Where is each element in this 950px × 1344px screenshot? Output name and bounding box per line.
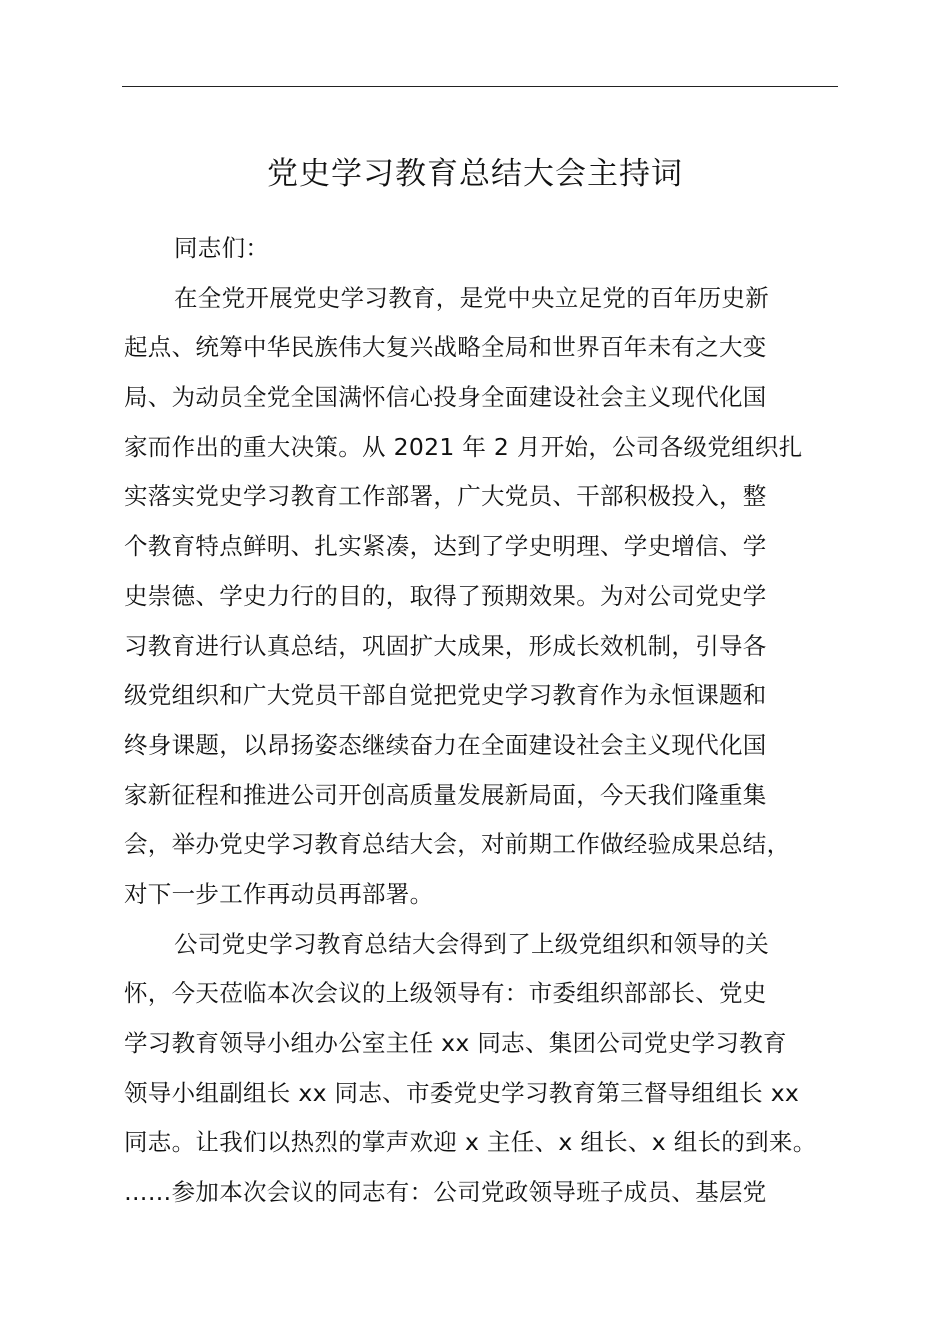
document-body (124, 224, 844, 1218)
paragraph-line: 家新征程和推进公司开创高质量发展新局面，今天我们隆重集 (124, 780, 767, 809)
paragraph-line: 实落实党史学习教育工作部署，广大党员、干部积极投入，整 (124, 482, 767, 511)
header-rule (122, 86, 838, 87)
paragraph-line: 对下一步工作再动员再部署。 (124, 879, 434, 908)
paragraph-line: 在全党开展党史学习教育，是党中央立足党的百年历史新 (174, 283, 769, 312)
paragraph-line: 习教育进行认真总结，巩固扩大成果，形成长效机制，引导各 (124, 631, 767, 660)
salutation-line: 同志们： (174, 234, 270, 262)
paragraph-line: 公司党史学习教育总结大会得到了上级党组织和领导的关 (174, 929, 769, 958)
paragraph-line: 领导小组副组长 xx 同志、市委党史学习教育第三督导组组长 xx (124, 1078, 800, 1107)
paragraph-line: 终身课题，以昂扬姿态继续奋力在全面建设社会主义现代化国 (124, 730, 767, 759)
paragraph-line: 个教育特点鲜明、扎实紧凑，达到了学史明理、学史增信、学 (124, 532, 767, 561)
paragraph-line: 会，举办党史学习教育总结大会，对前期工作做经验成果总结， (124, 830, 791, 859)
paragraph-line: ……参加本次会议的同志有：公司党政领导班子成员、基层党 (124, 1178, 767, 1207)
paragraph-line: 局、为动员全党全国满怀信心投身全面建设社会主义现代化国 (124, 383, 767, 412)
document-title: 党史学习教育总结大会主持词 (267, 156, 683, 192)
paragraph-line: 起点、统筹中华民族伟大复兴战略全局和世界百年未有之大变 (124, 333, 767, 362)
paragraph-line: 史崇德、学史力行的目的，取得了预期效果。为对公司党史学 (124, 581, 767, 610)
paragraph-line: 学习教育领导小组办公室主任 xx 同志、集团公司党史学习教育 (124, 1029, 787, 1057)
paragraph-line: 级党组织和广大党员干部自觉把党史学习教育作为永恒课题和 (124, 681, 767, 710)
paragraph-line: 同志。让我们以热烈的掌声欢迎 x 主任、x 组长、x 组长的到来。 (124, 1128, 817, 1157)
paragraph-line: 家而作出的重大决策。从 2021 年 2 月开始，公司各级党组织扎 (124, 432, 803, 461)
paragraph-line: 怀，今天莅临本次会议的上级领导有：市委组织部部长、党史 (124, 979, 767, 1008)
